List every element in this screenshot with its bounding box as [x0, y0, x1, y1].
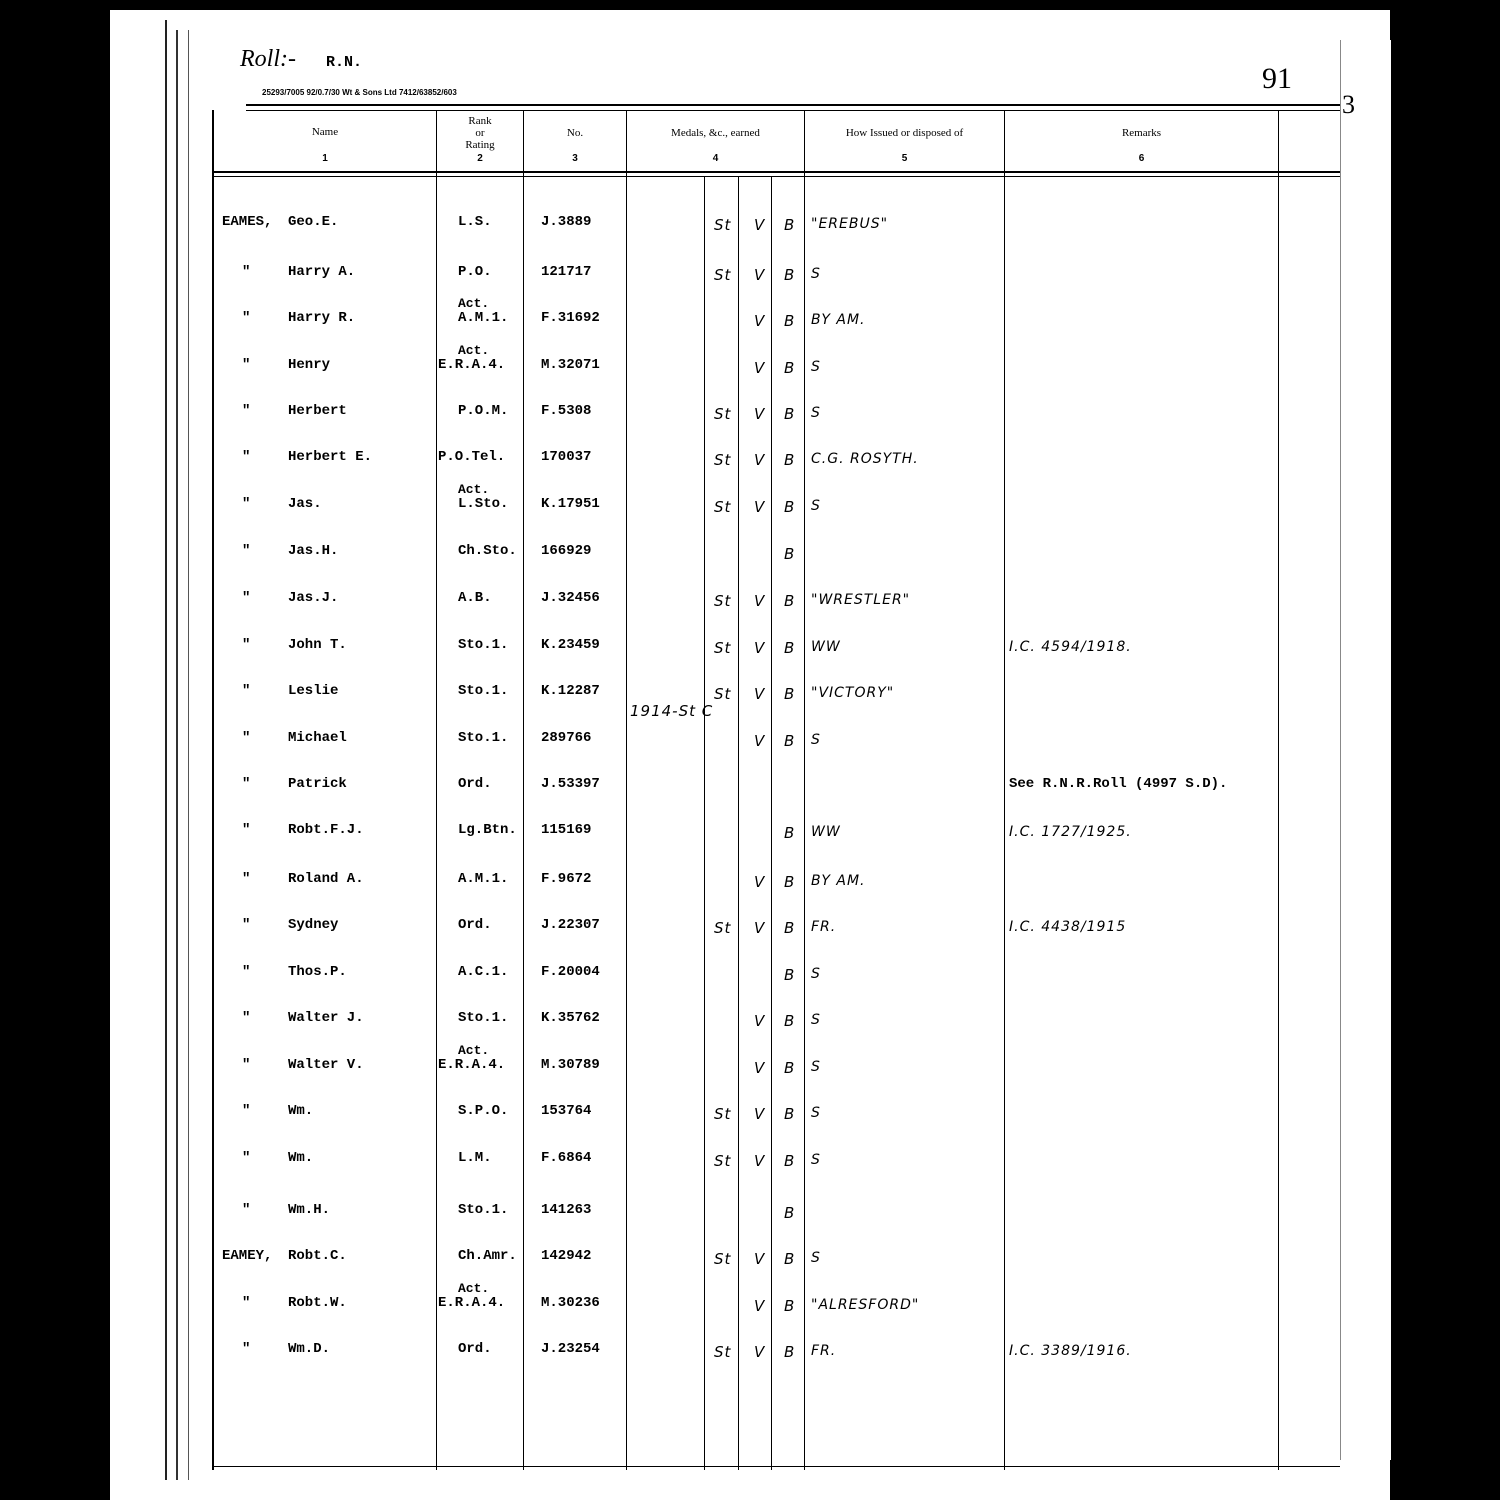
- british-war-medal: B: [784, 1059, 796, 1077]
- victory-medal: V: [754, 1059, 766, 1077]
- medal-subrule: [771, 177, 772, 1470]
- medal-subrule: [738, 177, 739, 1470]
- how-issued: S: [811, 498, 821, 514]
- how-issued: BY AM.: [811, 873, 866, 889]
- british-war-medal: B: [784, 873, 796, 891]
- remarks: I.C. 1727/1925.: [1009, 824, 1132, 840]
- how-issued: S: [811, 359, 821, 375]
- british-war-medal: B: [784, 451, 796, 469]
- surname: ": [242, 496, 251, 512]
- rank-prefix: Act.: [458, 1281, 490, 1296]
- forename: Herbert E.: [288, 449, 373, 465]
- victory-medal: V: [754, 592, 766, 610]
- column-header-rank: [437, 115, 523, 151]
- surname: ": [242, 403, 251, 419]
- victory-medal: V: [754, 873, 766, 891]
- remarks: I.C. 4438/1915: [1009, 919, 1127, 935]
- victory-medal: V: [754, 685, 766, 703]
- header-top-rule-thin: [246, 110, 1340, 111]
- star-medal: St: [714, 405, 732, 423]
- footer-rule: [212, 1466, 1340, 1467]
- service-number: M.30236: [541, 1295, 600, 1311]
- column-header-remarks: Remarks: [1121, 127, 1162, 139]
- roll-page: [110, 10, 1390, 1500]
- remarks: See R.N.R.Roll (4997 S.D).: [1009, 776, 1228, 792]
- binding-line: [188, 30, 189, 1480]
- surname: ": [242, 1010, 251, 1026]
- how-issued: S: [811, 405, 821, 421]
- rank: Ord.: [458, 917, 492, 933]
- rank: Ord.: [458, 776, 492, 792]
- victory-medal: V: [754, 1012, 766, 1030]
- victory-medal: V: [754, 266, 766, 284]
- victory-medal: V: [754, 1105, 766, 1123]
- remarks: I.C. 4594/1918.: [1009, 639, 1132, 655]
- medal-subrule: [704, 177, 705, 1470]
- surname: ": [242, 1202, 251, 1218]
- surname: ": [242, 637, 251, 653]
- rank: L.Sto.: [458, 496, 509, 512]
- star-medal: St: [714, 592, 732, 610]
- forename: Michael: [288, 730, 347, 746]
- adjacent-page-number: 3: [1342, 90, 1355, 119]
- forename: Wm.: [288, 1103, 314, 1119]
- rank-header-line: Rank: [468, 115, 492, 127]
- rank: A.M.1.: [458, 310, 509, 326]
- british-war-medal: B: [784, 732, 796, 750]
- column-header-number: No.: [566, 127, 584, 139]
- forename: John T.: [288, 637, 347, 653]
- star-medal: St: [714, 639, 732, 657]
- column-header-medals: Medals, &c., earned: [671, 127, 760, 139]
- rank: Sto.1.: [458, 1010, 509, 1026]
- british-war-medal: B: [784, 1204, 796, 1222]
- surname: ": [242, 1057, 251, 1073]
- british-war-medal: B: [784, 1343, 796, 1361]
- forename: Walter V.: [288, 1057, 364, 1073]
- column-number: 4: [712, 153, 719, 164]
- how-issued: FR.: [811, 919, 837, 935]
- service-number: K.17951: [541, 496, 600, 512]
- rank: E.R.A.4.: [438, 1295, 506, 1311]
- roll-label: Roll:-: [240, 46, 296, 72]
- binding-line: [176, 30, 178, 1480]
- british-war-medal: B: [784, 919, 796, 937]
- column-number: 3: [572, 153, 578, 164]
- surname: ": [242, 964, 251, 980]
- service-number: 166929: [541, 543, 592, 559]
- rank: E.R.A.4.: [438, 1057, 506, 1073]
- rank: A.B.: [458, 590, 492, 606]
- surname: ": [242, 449, 251, 465]
- next-page-edge: [1340, 40, 1391, 1460]
- rank: P.O.Tel.: [438, 449, 506, 465]
- forename: Patrick: [288, 776, 347, 792]
- surname: ": [242, 1150, 251, 1166]
- how-issued: BY AM.: [811, 312, 866, 328]
- column-header-how-issued: How Issued or disposed of: [845, 127, 964, 139]
- rank: Sto.1.: [458, 637, 509, 653]
- victory-medal: V: [754, 1343, 766, 1361]
- rank: S.P.O.: [458, 1103, 509, 1119]
- how-issued: WW: [811, 824, 841, 840]
- british-war-medal: B: [784, 216, 796, 234]
- british-war-medal: B: [784, 1012, 796, 1030]
- surname: ": [242, 683, 251, 699]
- star-medal: St: [714, 451, 732, 469]
- column-rule: [1278, 110, 1279, 1470]
- service-number: 141263: [541, 1202, 592, 1218]
- forename: Harry A.: [288, 264, 356, 280]
- forename: Walter J.: [288, 1010, 364, 1026]
- surname: ": [242, 871, 251, 887]
- column-rule: [212, 110, 214, 1470]
- rank: A.C.1.: [458, 964, 509, 980]
- forename: Wm.H.: [288, 1202, 331, 1218]
- rank-prefix: Act.: [458, 343, 490, 358]
- surname: ": [242, 917, 251, 933]
- forename: Wm.D.: [288, 1341, 331, 1357]
- service-number: 289766: [541, 730, 592, 746]
- rank: L.M.: [458, 1150, 492, 1166]
- forename: Harry R.: [288, 310, 356, 326]
- how-issued: S: [811, 1012, 821, 1028]
- service-number: F.31692: [541, 310, 600, 326]
- british-war-medal: B: [784, 685, 796, 703]
- service-number: 170037: [541, 449, 592, 465]
- rank: Sto.1.: [458, 1202, 509, 1218]
- surname: EAMEY,: [222, 1248, 273, 1264]
- forename: Thos.P.: [288, 964, 347, 980]
- service-number: F.5308: [541, 403, 592, 419]
- forename: Robt.W.: [288, 1295, 347, 1311]
- victory-medal: V: [754, 1152, 766, 1170]
- rank: Ord.: [458, 1341, 492, 1357]
- star-medal: St: [714, 685, 732, 703]
- star-medal: St: [714, 1250, 732, 1268]
- how-issued: S: [811, 1250, 821, 1266]
- surname: ": [242, 310, 251, 326]
- forename: Wm.: [288, 1150, 314, 1166]
- remarks: I.C. 3389/1916.: [1009, 1343, 1132, 1359]
- column-number: 2: [477, 153, 483, 164]
- forename: Jas.: [288, 496, 322, 512]
- star-medal: 1914-St C: [630, 702, 714, 720]
- star-medal: St: [714, 919, 732, 937]
- victory-medal: V: [754, 312, 766, 330]
- victory-medal: V: [754, 1297, 766, 1315]
- rank: Lg.Btn.: [458, 822, 517, 838]
- header-bottom-rule-thin: [212, 176, 1340, 177]
- page-number: 91: [1262, 62, 1292, 95]
- how-issued: "ALRESFORD": [811, 1297, 920, 1313]
- forename: Leslie: [288, 683, 339, 699]
- how-issued: S: [811, 1105, 821, 1121]
- how-issued: "EREBUS": [811, 216, 889, 232]
- victory-medal: V: [754, 405, 766, 423]
- victory-medal: V: [754, 639, 766, 657]
- forename: Geo.E.: [288, 214, 339, 230]
- british-war-medal: B: [784, 498, 796, 516]
- victory-medal: V: [754, 451, 766, 469]
- rank: Ch.Sto.: [458, 543, 517, 559]
- star-medal: St: [714, 1152, 732, 1170]
- how-issued: S: [811, 732, 821, 748]
- service-number: J.22307: [541, 917, 600, 933]
- victory-medal: V: [754, 216, 766, 234]
- rank-prefix: Act.: [458, 1043, 490, 1058]
- column-number: 1: [322, 153, 328, 164]
- how-issued: S: [811, 1059, 821, 1075]
- column-rule: [626, 110, 627, 1470]
- british-war-medal: B: [784, 824, 796, 842]
- star-medal: St: [714, 216, 732, 234]
- service-number: J.32456: [541, 590, 600, 606]
- how-issued: C.G. ROSYTH.: [811, 451, 919, 467]
- surname: ": [242, 357, 251, 373]
- service-number: F.6864: [541, 1150, 592, 1166]
- rank: A.M.1.: [458, 871, 509, 887]
- british-war-medal: B: [784, 312, 796, 330]
- header-bottom-rule: [212, 171, 1340, 173]
- column-rule: [436, 110, 437, 1470]
- rank: Sto.1.: [458, 683, 509, 699]
- service-number: 153764: [541, 1103, 592, 1119]
- british-war-medal: B: [784, 405, 796, 423]
- victory-medal: V: [754, 732, 766, 750]
- rank: Sto.1.: [458, 730, 509, 746]
- british-war-medal: B: [784, 359, 796, 377]
- column-header-name: Name: [311, 126, 339, 138]
- british-war-medal: B: [784, 639, 796, 657]
- printer-imprint: 25293/7005 92/0.7/30 Wt & Sons Ltd 7412/63852/603: [262, 88, 457, 97]
- star-medal: St: [714, 1343, 732, 1361]
- forename: Herbert: [288, 403, 347, 419]
- forename: Roland A.: [288, 871, 364, 887]
- rank: L.S.: [458, 214, 492, 230]
- surname: ": [242, 1295, 251, 1311]
- british-war-medal: B: [784, 1152, 796, 1170]
- surname: EAMES,: [222, 214, 273, 230]
- column-number: 5: [901, 153, 908, 164]
- service-number: J.53397: [541, 776, 600, 792]
- victory-medal: V: [754, 359, 766, 377]
- forename: Robt.C.: [288, 1248, 347, 1264]
- service-number: K.12287: [541, 683, 600, 699]
- victory-medal: V: [754, 1250, 766, 1268]
- how-issued: WW: [811, 639, 841, 655]
- british-war-medal: B: [784, 1297, 796, 1315]
- forename: Jas.H.: [288, 543, 339, 559]
- service-number: K.35762: [541, 1010, 600, 1026]
- header-top-rule: [246, 104, 1340, 106]
- column-rule: [804, 110, 805, 1470]
- surname: ": [242, 1103, 251, 1119]
- service-number: 115169: [541, 822, 592, 838]
- column-rule: [523, 110, 524, 1470]
- rank: P.O.: [458, 264, 492, 280]
- british-war-medal: B: [784, 966, 796, 984]
- how-issued: FR.: [811, 1343, 837, 1359]
- victory-medal: V: [754, 498, 766, 516]
- rank-prefix: Act.: [458, 482, 490, 497]
- service-number: M.32071: [541, 357, 600, 373]
- british-war-medal: B: [784, 1250, 796, 1268]
- forename: Jas.J.: [288, 590, 339, 606]
- service-number: M.30789: [541, 1057, 600, 1073]
- british-war-medal: B: [784, 592, 796, 610]
- rank: P.O.M.: [458, 403, 509, 419]
- forename: Robt.F.J.: [288, 822, 364, 838]
- british-war-medal: B: [784, 266, 796, 284]
- forename: Henry: [288, 357, 331, 373]
- service-number: F.9672: [541, 871, 592, 887]
- service-number: J.23254: [541, 1341, 600, 1357]
- rank: Ch.Amr.: [458, 1248, 517, 1264]
- service-number: F.20004: [541, 964, 600, 980]
- how-issued: "VICTORY": [811, 685, 895, 701]
- rank-header-line: Rating: [465, 139, 495, 151]
- how-issued: S: [811, 1152, 821, 1168]
- surname: ": [242, 822, 251, 838]
- surname: ": [242, 776, 251, 792]
- service-number: J.3889: [541, 214, 592, 230]
- rank-prefix: Act.: [458, 296, 490, 311]
- surname: ": [242, 1341, 251, 1357]
- surname: ": [242, 264, 251, 280]
- how-issued: S: [811, 966, 821, 982]
- surname: ": [242, 730, 251, 746]
- rank: E.R.A.4.: [438, 357, 506, 373]
- surname: ": [242, 543, 251, 559]
- british-war-medal: B: [784, 1105, 796, 1123]
- how-issued: "WRESTLER": [811, 592, 911, 608]
- british-war-medal: B: [784, 545, 796, 563]
- roll-value: R.N.: [326, 54, 363, 71]
- victory-medal: V: [754, 919, 766, 937]
- column-rule: [1004, 110, 1005, 1470]
- rank-header-line: or: [475, 127, 485, 139]
- how-issued: S: [811, 266, 821, 282]
- surname: ": [242, 590, 251, 606]
- star-medal: St: [714, 1105, 732, 1123]
- star-medal: St: [714, 266, 732, 284]
- column-number: 6: [1138, 153, 1145, 164]
- service-number: K.23459: [541, 637, 600, 653]
- forename: Sydney: [288, 917, 339, 933]
- service-number: 142942: [541, 1248, 592, 1264]
- service-number: 121717: [541, 264, 592, 280]
- binding-line: [165, 20, 167, 1480]
- star-medal: St: [714, 498, 732, 516]
